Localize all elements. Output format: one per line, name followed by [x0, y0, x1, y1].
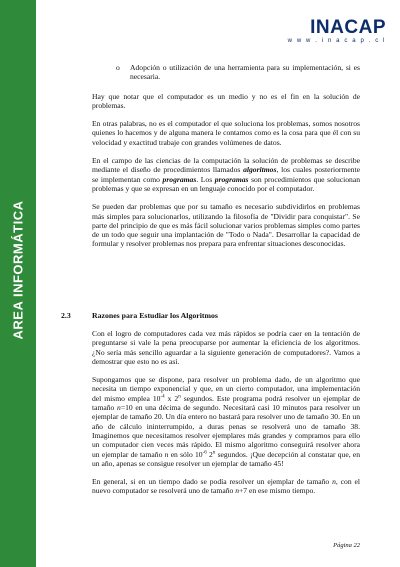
- paragraph-computer-means: Hay que notar que el computador es un medio y no es el fin en la solución de problemas.: [92, 91, 360, 110]
- bullet-text: Adopción o utilización de una herramienta para su implementación, si es necesaria.: [130, 63, 360, 82]
- term-programas-2: programas: [214, 174, 249, 184]
- page-number: Página 22: [333, 542, 360, 549]
- bullet-mark: o: [116, 63, 120, 72]
- paragraph-algorithms-programs: En el campo de las ciencias de la computación la solución de problemas se describe mediante el diseño de procedimientos llamados algoritmos, los cuales posteriormente se implementan como programas. Los programas son procedimientos que solucionan problemas y que se expresan en un lenguaje conocido por el computador.: [92, 156, 361, 193]
- page-body-bottom: [92, 329, 360, 505]
- page-body-top: [92, 63, 360, 258]
- logo-url: w w w . i n a c a p . c l: [287, 38, 386, 44]
- bullet-item: [116, 63, 360, 82]
- paragraph-divide-conquer: Se pueden dar problemas que por su tamaño es necesario subdividirlos en problemas más simples para solucionarlos, utilizando la filosofía de "Dividir para conquistar". Se parte del principio de que es más fácil solucionar varios problemas simples como partes de un todo que seguir una implantación de "Todo o Nada". Desarrollar la capacidad de formular y resolver problemas nos prepara para enfrentar situaciones desconocidas.: [92, 202, 360, 249]
- paragraph-faster-computers: Con el logro de computadores cada vez más rápidos se podría caer en la tentación de preguntarse si vale la pena preocuparse por aumentar la eficiencia de los algoritmos. ¿No sería más sencillo aguardar a la siguiente generación de computadores?. Vamos a demostrar que esto no es así.: [92, 329, 360, 366]
- logo-name: INACAP: [310, 17, 386, 38]
- section-number: 2.3: [61, 311, 71, 320]
- term-programas: programas: [162, 174, 197, 184]
- paragraph-exponential-example: Supongamos que se dispone, para resolver un problema dado, de un algoritmo que necesita un tiempo exponencial y que, en un cierto computador, una implementación del mismo emplea $10^{-4}$ x 2$^n$ segundos. Este programa podrá resolver un ejemplar de tamaño n=10 en una décima de segundo. Necesitará casi 10 minutos para resolver un ejemplar de tamaño 20. Un día entero no bastará para resolver uno de tamaño 30. En un año de cálculo ininterrumpido, a duras penas se resolverá uno de tamaño 38. Imaginemos que necesitamos resolver ejemplares más grandes y compramos para ello un computador cien veces más rápido. El mismo algoritmo conseguirá resolver ahora un ejemplar de tamaño n en sólo $10^{-6}$ 2$^n$ segundos. ¡Que decepción al constatar que, en un año, apenas se consigue resolver un ejemplar de tamaño 45!: [92, 375, 361, 468]
- term-algoritmos: algoritmos: [243, 165, 277, 175]
- sidebar-band: [0, 0, 36, 567]
- sidebar-label: AREA INFORMÁTICA: [10, 200, 26, 340]
- section-title: Razones para Estudiar los Algoritmos: [92, 311, 218, 320]
- paragraph-other-words: En otras palabras, no es el computador el que soluciona los problemas, somos nosotros quienes lo hacemos y de alguna manera le contamos como es la cosa para que él con su velocidad y exactitud trabaje con grandes volúmenes de datos.: [92, 119, 360, 147]
- paragraph-general-conclusion: En general, si en un tiempo dado se podía resolver un ejemplar de tamaño n, con el nuevo computador se resolverá uno de tamaño n+7 en ese mismo tiempo.: [92, 477, 360, 496]
- inacap-logo: [288, 18, 386, 44]
- section-heading: [61, 311, 361, 320]
